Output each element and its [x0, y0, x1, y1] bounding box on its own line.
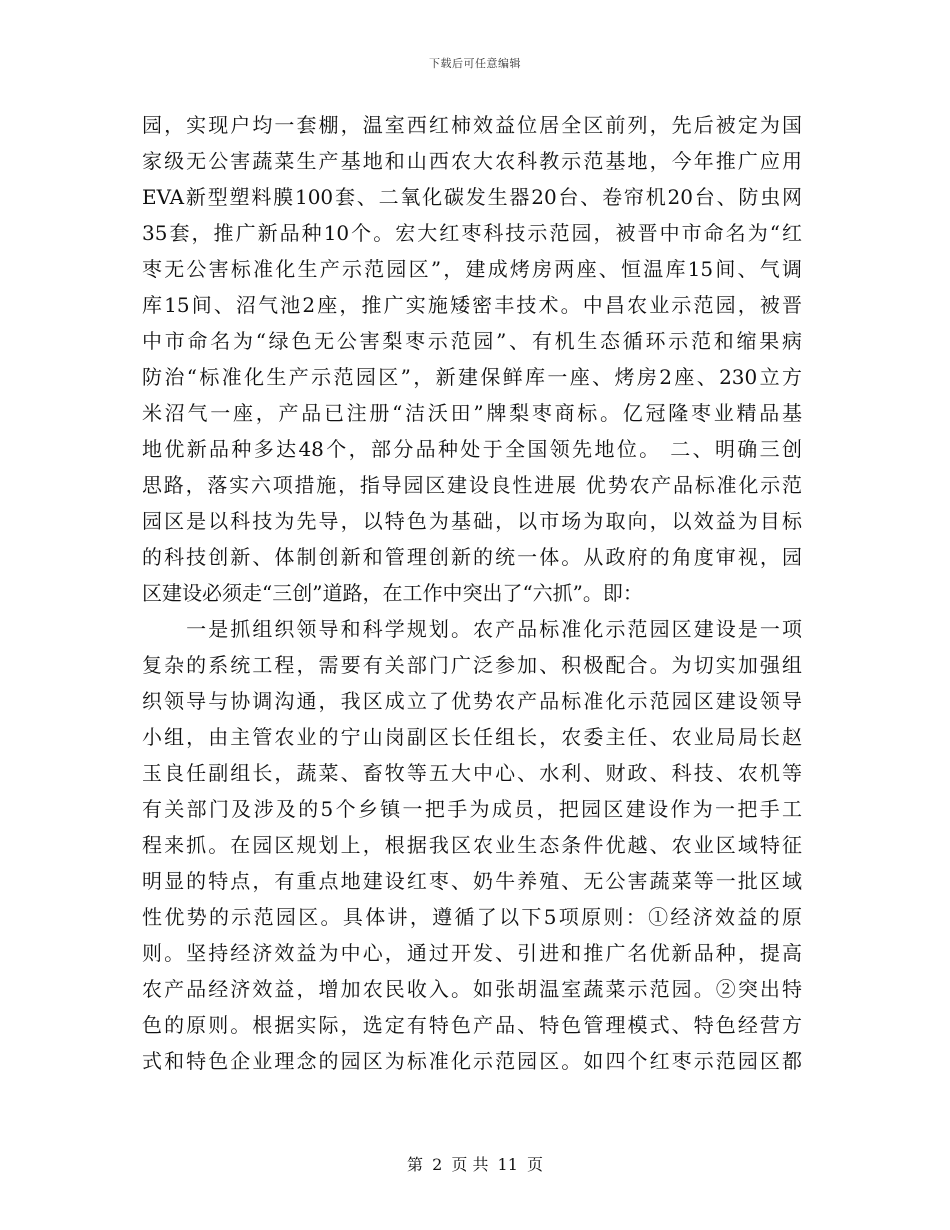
- text-line: 色的原则。根据实际，选定有特色产品、特色管理模式、特色经营方: [142, 1013, 802, 1037]
- text-line: 中市命名为“绿色无公害梨枣示范园”、有机生态循环示范和缩果病: [142, 329, 802, 353]
- text-line: 复杂的系统工程，需要有关部门广泛参加、积极配合。为切实加强组: [142, 653, 802, 677]
- text-line: 区建设必须走“三创”道路，在工作中突出了“六抓”。即：: [142, 581, 643, 605]
- footer-prefix: 第: [406, 1155, 423, 1174]
- text-line: 小组，由主管农业的宁山岗副区长任组长，农委主任、农业局局长赵: [142, 725, 802, 749]
- text-line: 一是抓组织领导和科学规划。农产品标准化示范园区建设是一项: [142, 617, 802, 641]
- text-line: 式和特色企业理念的园区为标准化示范园区。如四个红枣示范园区都: [142, 1049, 802, 1073]
- page-footer: [0, 1152, 950, 1175]
- text-line: EVA新型塑料膜100套、二氧化碳发生器20台、卷帘机20台、防虫网: [142, 185, 802, 209]
- text-line: 性优势的示范园区。具体讲，遵循了以下5项原则：①经济效益的原: [142, 905, 802, 929]
- text-line: 农产品经济效益，增加农民收入。如张胡温室蔬菜示范园。②突出特: [142, 977, 802, 1001]
- text-line: 的科技创新、体制创新和管理创新的统一体。从政府的角度审视，园: [142, 545, 802, 569]
- text-line: 防治“标准化生产示范园区”，新建保鲜库一座、烤房2座、230立方: [142, 365, 802, 389]
- footer-suffix: 页: [527, 1155, 544, 1174]
- text-line: 枣无公害标准化生产示范园区”，建成烤房两座、恒温库15间、气调: [142, 257, 802, 281]
- text-line: 库15间、沼气池2座，推广实施矮密丰技术。中昌农业示范园，被晋: [142, 293, 802, 317]
- text-line: 思路，落实六项措施，指导园区建设良性进展 优势农产品标准化示范: [142, 473, 802, 497]
- footer-middle: 页 共: [451, 1155, 489, 1174]
- text-line: 玉良任副组长，蔬菜、畜牧等五大中心、水利、财政、科技、农机等: [142, 761, 802, 785]
- text-line: 园，实现户均一套棚，温室西红柿效益位居全区前列，先后被定为国: [142, 113, 802, 137]
- text-line: 有关部门及涉及的5个乡镇一把手为成员，把园区建设作为一把手工: [142, 797, 802, 821]
- footer-page-number: 2: [432, 1155, 443, 1174]
- text-line: 35套，推广新品种10个。宏大红枣科技示范园，被晋中市命名为“红: [142, 221, 802, 245]
- page-header: 下载后可任意编辑: [429, 57, 521, 70]
- text-line: 园区是以科技为先导，以特色为基础，以市场为取向，以效益为目标: [142, 509, 802, 533]
- text-line: 则。坚持经济效益为中心，通过开发、引进和推广名优新品种，提高: [142, 941, 802, 965]
- text-line: 织领导与协调沟通，我区成立了优势农产品标准化示范园区建设领导: [142, 689, 802, 713]
- body-text: [142, 107, 802, 1079]
- text-line: 家级无公害蔬菜生产基地和山西农大农科教示范基地，今年推广应用: [142, 149, 802, 173]
- text-line: 程来抓。在园区规划上，根据我区农业生态条件优越、农业区域特征: [142, 833, 802, 857]
- text-line: 明显的特点，有重点地建设红枣、奶牛养殖、无公害蔬菜等一批区域: [142, 869, 802, 893]
- text-line: 米沼气一座，产品已注册“洁沃田”牌梨枣商标。亿冠隆枣业精品基: [142, 401, 802, 425]
- footer-total-pages: 11: [497, 1155, 518, 1174]
- text-line: 地优新品种多达48个，部分品种处于全国领先地位。 二、明确三创: [142, 437, 802, 461]
